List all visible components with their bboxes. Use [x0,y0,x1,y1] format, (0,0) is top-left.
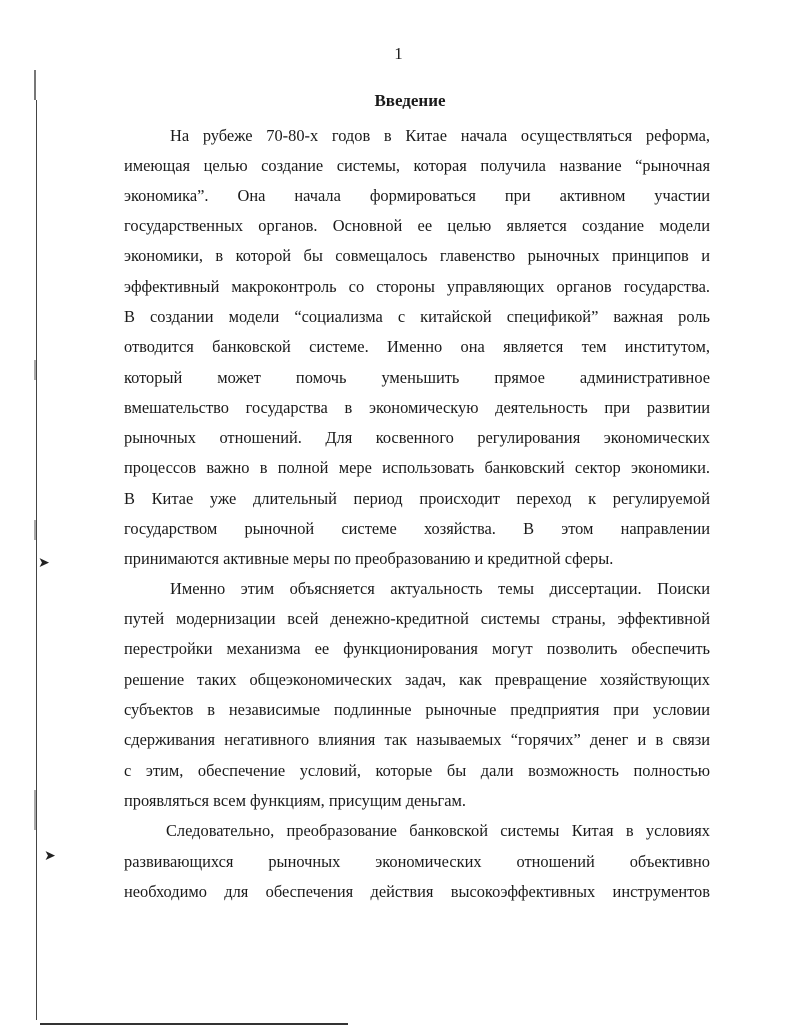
text-line: В Китае уже длительный период происходит переход к регулируемой [124,489,710,508]
page-title: Введение [374,91,446,110]
scan-mark [34,360,36,380]
text-line: эффективный макроконтроль со стороны управляющих органов государства. [124,277,710,296]
text-line: государственных органов. Основной ее целью является создание модели [124,216,710,235]
text-line: имеющая целью создание системы, которая получила название “рыночная [124,156,710,175]
text-line: государством рыночной системе хозяйства. В этом направлении [124,519,710,538]
scan-mark [34,520,36,540]
text-line: отводится банковской системе. Именно она является тем институтом, [124,337,710,356]
page-number: 1 [394,44,403,63]
text-line: который может помочь уменьшить прямое административное [124,368,710,387]
text-line: необходимо для обеспечения действия высокоэффективных инструментов [124,882,710,901]
text-line: экономика”. Она начала формироваться при активном участии [124,186,710,205]
text-line: перестройки механизма ее функционирования могут позволить обеспечить [124,639,710,658]
text-line: экономики, в которой бы совмещалось главенство рыночных принципов и [124,246,710,265]
scan-mark [34,790,36,830]
text-line: рыночных отношений. Для косвенного регулирования экономических [124,428,710,447]
text-line: В создании модели “социализма с китайской спецификой” важная роль [124,307,710,326]
text-line: сдерживания негативного влияния так называемых “горячих” денег и в связи [124,730,710,749]
text-line: субъектов в независимые подлинные рыночные предприятия при условии [124,700,710,719]
text-line: процессов важно в полной мере использовать банковский сектор экономики. [124,458,710,477]
text-line: проявляться всем функциям, присущим деньгам. [124,791,467,810]
scan-bottom-rule [40,1023,348,1025]
margin-arrow-icon: ➤ [38,555,50,571]
text-line: решение таких общеэкономических задач, как превращение хозяйствующих [124,670,710,689]
text-line: путей модернизации всей денежно-кредитной системы страны, эффективной [124,609,710,628]
text-line: Следовательно, преобразование банковской системы Китая в условиях [166,821,710,840]
scan-margin-rule [36,100,37,1020]
text-line: вмешательство государства в экономическую деятельность при развитии [124,398,710,417]
text-line: с этим, обеспечение условий, которые бы дали возможность полностью [124,761,710,780]
text-line: принимаются активные меры по преобразованию и кредитной сферы. [124,549,614,568]
text-line: развивающихся рыночных экономических отношений объективно [124,852,710,871]
text-line: Именно этим объясняется актуальность темы диссертации. Поиски [170,579,710,598]
text-line: На рубеже 70-80-х годов в Китае начала осуществляться реформа, [170,126,710,145]
margin-arrow-icon: ➤ [44,848,56,864]
